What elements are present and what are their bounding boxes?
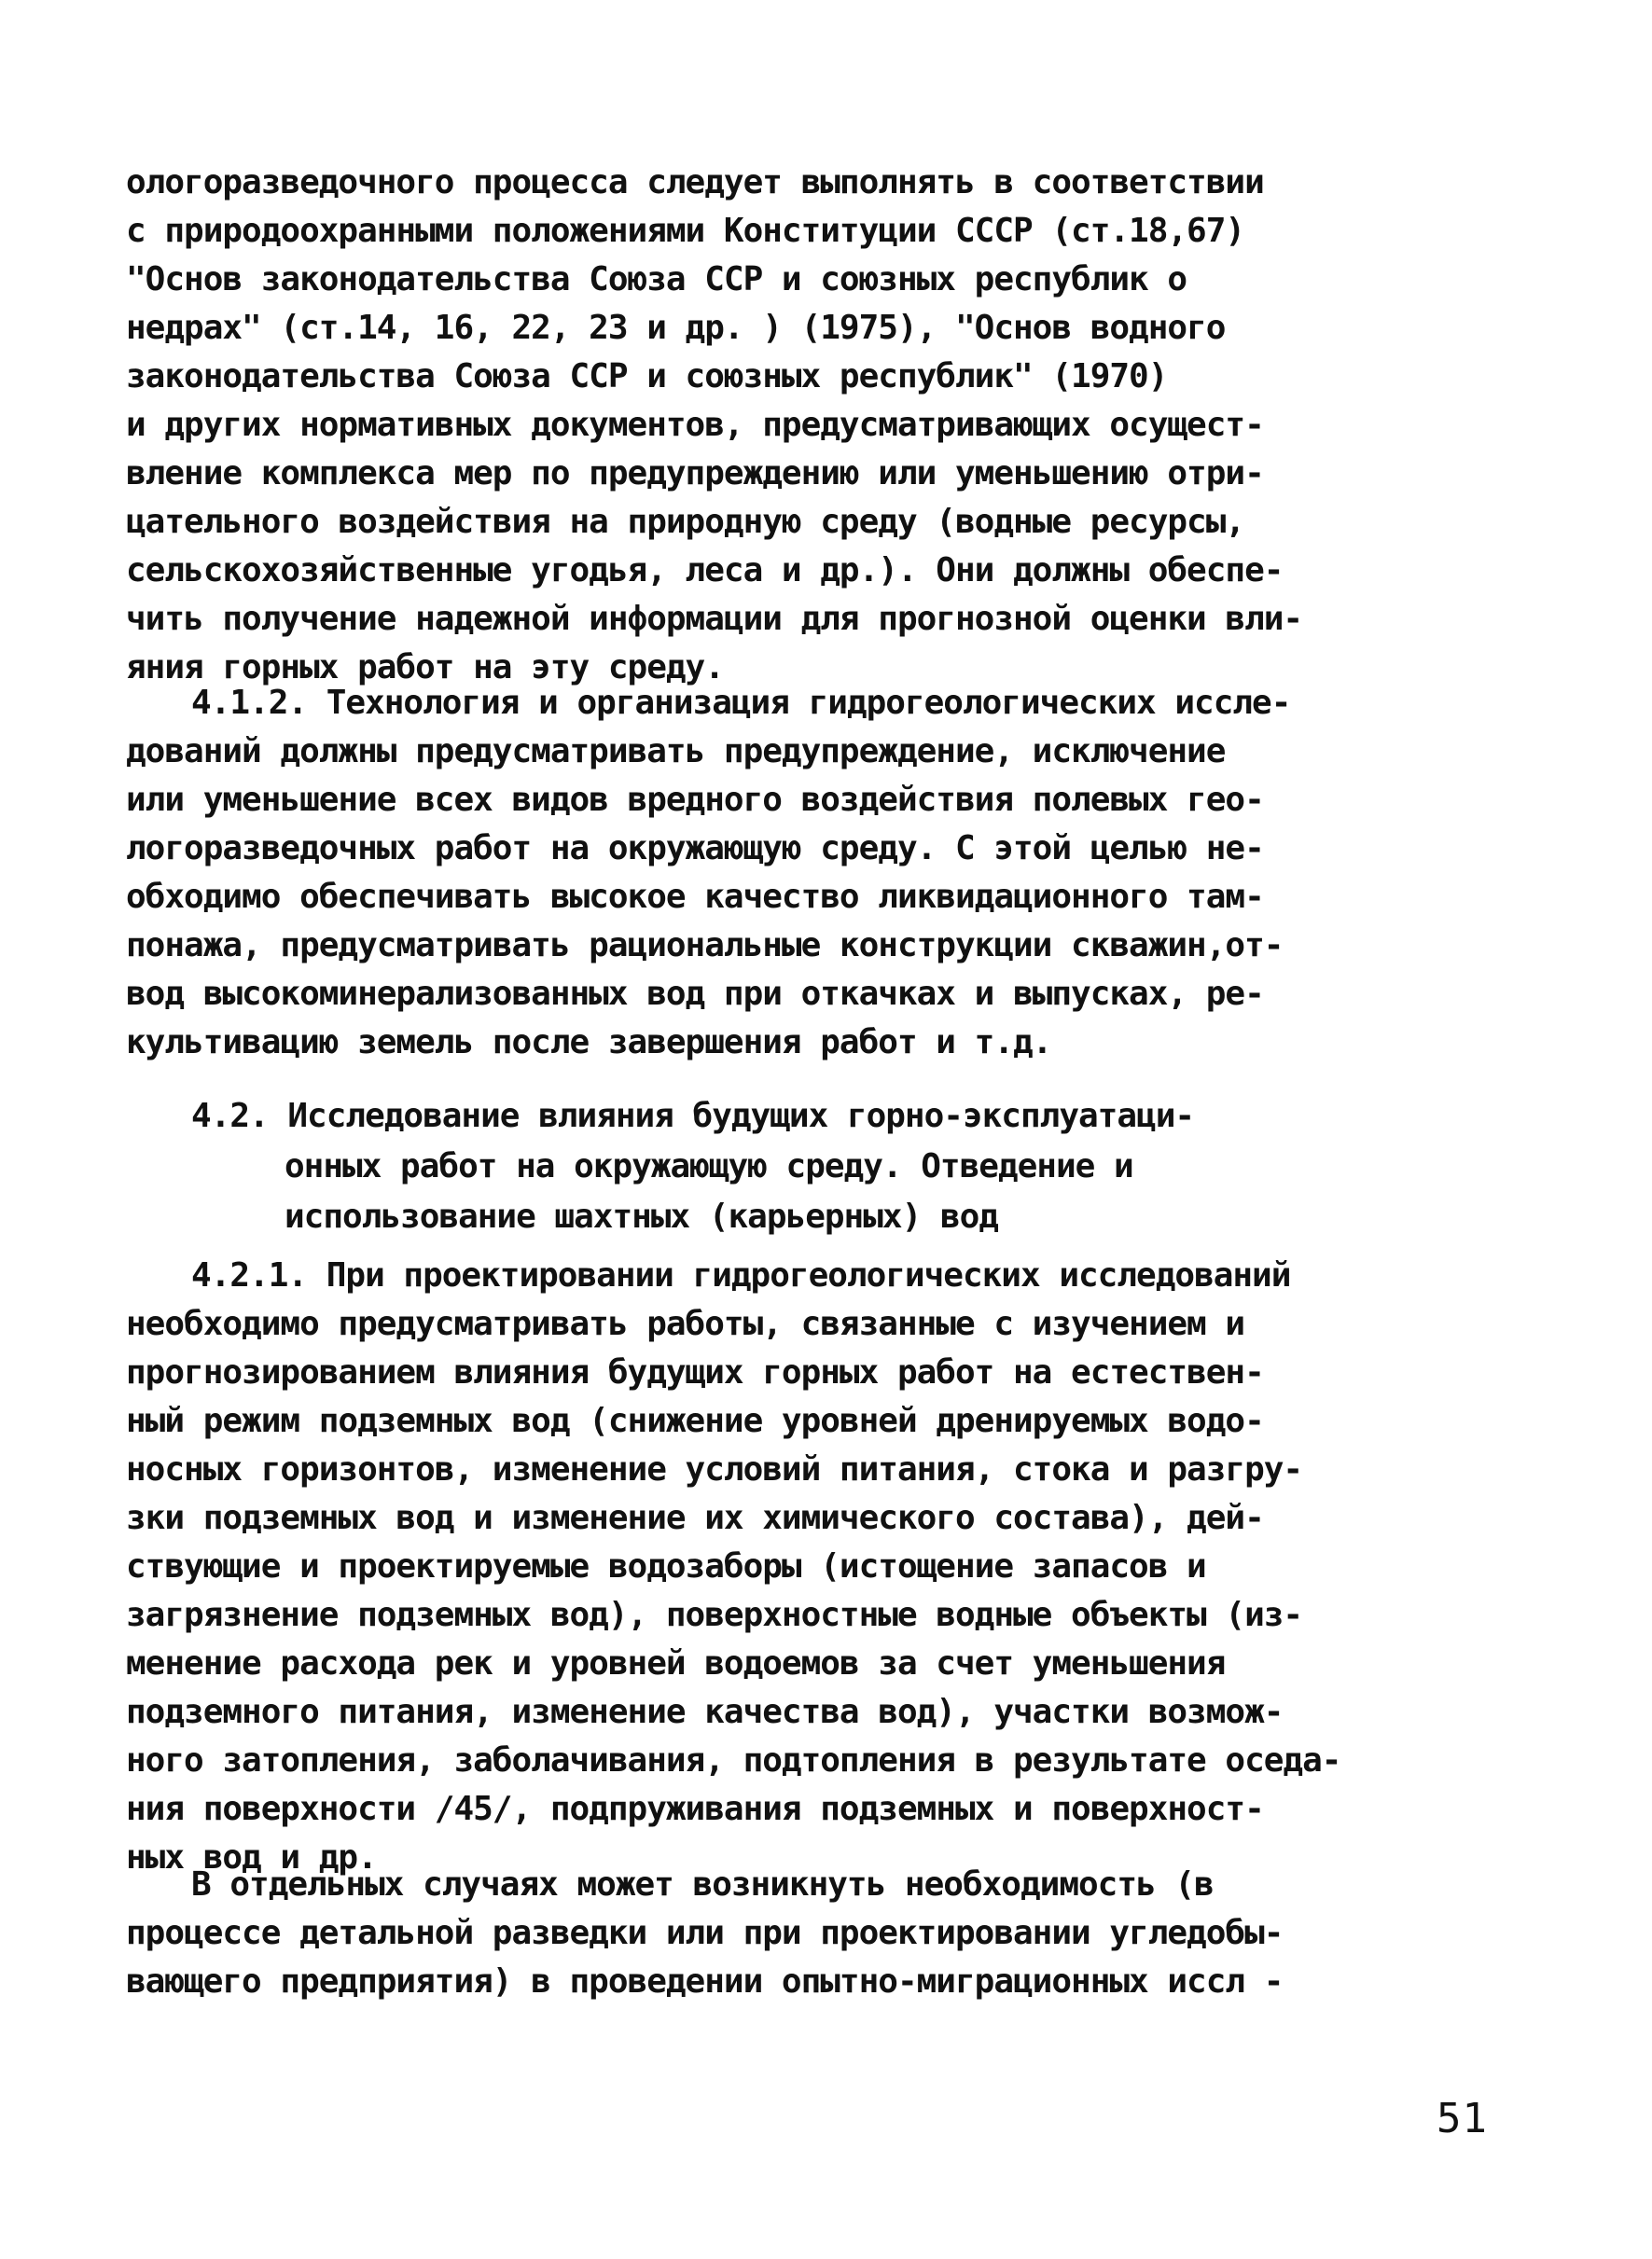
text-line: сельскохозяйственные угодья, леса и др.). Они должны обеспе- bbox=[126, 551, 1284, 589]
text-line: законодательства Союза ССР и союзных республик" (1970) bbox=[126, 357, 1168, 395]
text-line: подземного питания, изменение качества вод), участки возмож- bbox=[126, 1693, 1284, 1731]
text-line: процессе детальной разведки или при проектировании угледобы- bbox=[126, 1914, 1284, 1952]
page-number: 51 bbox=[1437, 2095, 1488, 2142]
text-line: культивацию земель после завершения работ и т.д. bbox=[126, 1023, 1052, 1061]
text-line: чить получение надежной информации для прогнозной оценки вли- bbox=[126, 600, 1303, 638]
text-line: с природоохранными положениями Конституции СССР (ст.18,67) bbox=[126, 212, 1245, 250]
text-line: обходимо обеспечивать высокое качество ликвидационного там- bbox=[126, 878, 1264, 916]
text-line: зки подземных вод и изменение их химического состава), дей- bbox=[126, 1499, 1264, 1537]
heading-line: онных работ на окружающую среду. Отведение и bbox=[285, 1147, 1133, 1185]
text-line: загрязнение подземных вод), поверхностные водные объекты (из- bbox=[126, 1596, 1303, 1634]
text-line: менение расхода рек и уровней водоемов за счет уменьшения bbox=[126, 1644, 1226, 1683]
text-line: необходимо предусматривать работы, связанные с изучением и bbox=[126, 1305, 1245, 1343]
text-line: ологоразведочного процесса следует выполнять в соответствии bbox=[126, 163, 1264, 201]
intro-paragraph bbox=[126, 159, 1530, 692]
heading-line: 4.2. Исследование влияния будущих горно-эксплуатаци- bbox=[191, 1097, 1195, 1135]
final-paragraph bbox=[126, 1861, 1530, 2006]
text-line: 4.1.2. Технология и организация гидрогеологических иссле- bbox=[191, 684, 1291, 722]
text-line: ный режим подземных вод (снижение уровней дренируемых водо- bbox=[126, 1402, 1264, 1440]
text-line: В отдельных случаях может возникнуть необходимость (в bbox=[191, 1865, 1214, 1904]
text-line: ного затопления, заболачивания, подтопления в результате оседа- bbox=[126, 1741, 1341, 1780]
text-line: яния горных работ на эту среду. bbox=[126, 648, 724, 686]
text-line: ствующие и проектируемые водозаборы (истощение запасов и bbox=[126, 1547, 1206, 1586]
text-line: ния поверхности /45/, подпруживания подземных и поверхност- bbox=[126, 1790, 1264, 1828]
section-4-2-heading bbox=[191, 1091, 1497, 1242]
text-line: ных вод и др. bbox=[126, 1838, 377, 1877]
text-line: прогнозированием влияния будущих горных работ на естествен- bbox=[126, 1353, 1264, 1392]
text-line: вающего предприятия) в проведении опытно-миграционных иссл - bbox=[126, 1962, 1284, 2001]
text-line: недрах" (ст.14, 16, 22, 23 и др. ) (1975), "Основ водного bbox=[126, 309, 1226, 347]
text-line: вод высокоминерализованных вод при откачках и выпусках, ре- bbox=[126, 975, 1264, 1013]
text-line: "Основ законодательства Союза ССР и союзных республик о bbox=[126, 260, 1187, 298]
text-line: дований должны предусматривать предупреждение, исключение bbox=[126, 732, 1226, 770]
text-line: логоразведочных работ на окружающую среду. С этой целью не- bbox=[126, 829, 1264, 867]
text-line: цательного воздействия на природную среду (водные ресурсы, bbox=[126, 503, 1245, 541]
heading-line: использование шахтных (карьерных) вод bbox=[285, 1198, 998, 1236]
text-line: и других нормативных документов, предусматривающих осущест- bbox=[126, 406, 1264, 444]
text-line: носных горизонтов, изменение условий питания, стока и разгру- bbox=[126, 1450, 1303, 1489]
text-line: вление комплекса мер по предупреждению или уменьшению отри- bbox=[126, 454, 1264, 492]
section-4-1-2-paragraph bbox=[126, 679, 1530, 1067]
section-4-2-1-paragraph bbox=[126, 1252, 1530, 1882]
text-line: или уменьшение всех видов вредного воздействия полевых гео- bbox=[126, 781, 1264, 819]
text-line: 4.2.1. При проектировании гидрогеологических исследований bbox=[191, 1256, 1291, 1295]
text-line: понажа, предусматривать рациональные конструкции скважин,от- bbox=[126, 926, 1284, 964]
